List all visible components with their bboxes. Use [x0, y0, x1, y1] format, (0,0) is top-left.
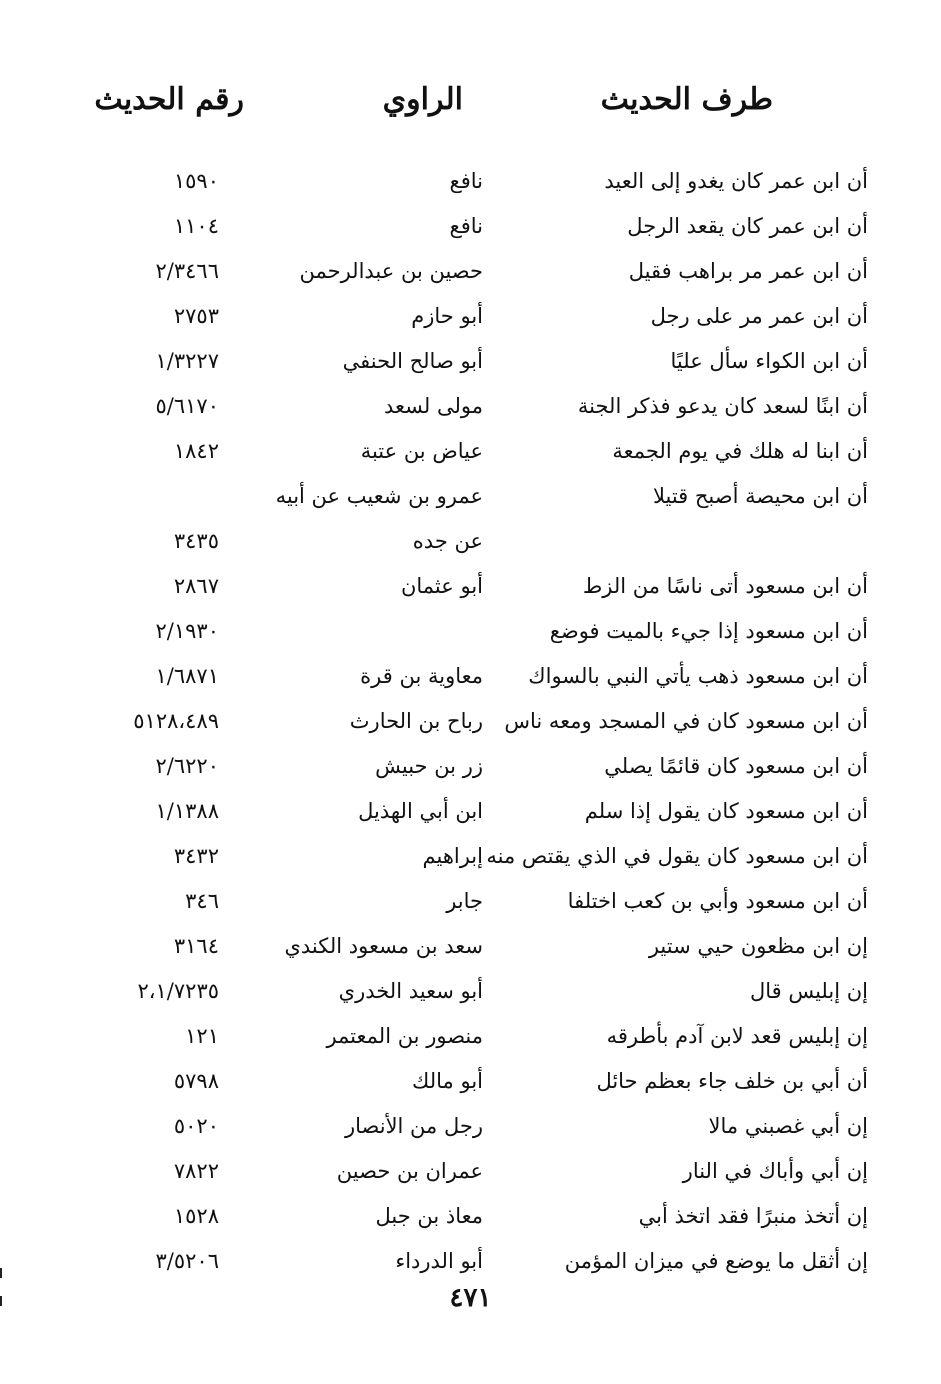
hadith-number: ١/١٣٨٨	[155, 799, 219, 823]
narrator-name: أبو مالك	[412, 1069, 483, 1093]
table-row	[0, 925, 941, 970]
table-row	[0, 1195, 941, 1240]
narrator-name: أبو سعيد الخدري	[338, 979, 483, 1003]
hadith-text: إن أتخذ منبرًا فقد اتخذ أبي	[638, 1204, 868, 1228]
table-row	[0, 520, 941, 565]
narrator-name: منصور بن المعتمر	[326, 1024, 483, 1048]
hadith-text: أن ابن مسعود إذا جيء بالميت فوضع	[549, 619, 868, 643]
narrator-name: رجل من الأنصار	[344, 1114, 483, 1138]
table-row	[0, 745, 941, 790]
hadith-number: ٣٤٣٢	[173, 844, 219, 868]
narrator-name: سعد بن مسعود الكندي	[284, 934, 483, 958]
hadith-text: أن ابن عمر مر على رجل	[650, 304, 868, 328]
narrator-name: إبراهيم	[422, 844, 483, 868]
table-row	[0, 295, 941, 340]
hadith-number: ٢/١٩٣٠	[155, 619, 219, 643]
table-row	[0, 160, 941, 205]
hadith-text: أن ابن مسعود كان في المسجد ومعه ناس	[504, 709, 868, 733]
narrator-name: أبو صالح الحنفي	[342, 349, 483, 373]
hadith-number: ١٢١	[185, 1024, 219, 1048]
hadith-text: أن ابن عمر كان يقعد الرجل	[627, 214, 868, 238]
hadith-number: ٢/٦٢٢٠	[155, 754, 219, 778]
hadith-text: أن ابن الكواء سأل عليًا	[670, 349, 868, 373]
narrator-name: مولى لسعد	[384, 394, 483, 418]
table-row	[0, 1105, 941, 1150]
header-hadith: طرف الحديث	[600, 82, 773, 117]
table-row	[0, 700, 941, 745]
table-row	[0, 565, 941, 610]
narrator-name: أبو عثمان	[400, 574, 483, 598]
hadith-text: أن ابنًا لسعد كان يدعو فذكر الجنة	[577, 394, 868, 418]
narrator-name: نافع	[449, 169, 483, 193]
hadith-text: أن ابن مسعود كان يقول إذا سلم	[584, 799, 868, 823]
hadith-number: ٣١٦٤	[173, 934, 219, 958]
table-row	[0, 835, 941, 880]
narrator-name: عياض بن عتبة	[360, 439, 483, 463]
table-row	[0, 340, 941, 385]
hadith-text: إن أثقل ما يوضع في ميزان المؤمن	[564, 1249, 868, 1273]
hadith-number: ٢/٣٤٦٦	[155, 259, 219, 283]
hadith-text: أن ابن عمر مر براهب فقيل	[628, 259, 868, 283]
table-row	[0, 1150, 941, 1195]
hadith-number: ٣٤٦	[185, 889, 219, 913]
narrator-name: معاذ بن جبل	[375, 1204, 483, 1228]
table-row	[0, 1240, 941, 1285]
table-row	[0, 475, 941, 520]
narrator-name: جابر	[446, 889, 483, 913]
hadith-number: ٢،١/٧٢٣٥	[137, 979, 219, 1003]
narrator-name: أبو حازم	[411, 304, 483, 328]
hadith-text: إن أبي وأباك في النار	[682, 1159, 868, 1183]
narrator-name: معاوية بن قرة	[360, 664, 483, 688]
hadith-text: أن أبي بن خلف جاء بعظم حائل	[596, 1069, 868, 1093]
hadith-number: ١٨٤٢	[173, 439, 219, 463]
table-row	[0, 1060, 941, 1105]
hadith-text: أن ابنا له هلك في يوم الجمعة	[612, 439, 868, 463]
table-row	[0, 385, 941, 430]
hadith-text: أن ابن مسعود وأبي بن كعب اختلفا	[567, 889, 868, 913]
hadith-number: ٧٨٢٢	[173, 1159, 219, 1183]
narrator-name: زر بن حبيش	[375, 754, 483, 778]
narrator-name: عن جده	[412, 529, 483, 553]
narrator-name: نافع	[449, 214, 483, 238]
hadith-text: أن ابن مسعود كان قائمًا يصلي	[604, 754, 868, 778]
edge-mark	[0, 1268, 2, 1278]
table-row	[0, 610, 941, 655]
hadith-number: ٢٧٥٣	[173, 304, 219, 328]
hadith-text: إن إبليس قعد لابن آدم بأطرقه	[606, 1024, 868, 1048]
hadith-number: ١١٠٤	[173, 214, 219, 238]
hadith-number: ٥١٢٨،٤٨٩	[133, 709, 219, 733]
hadith-text: أن ابن عمر كان يغدو إلى العيد	[604, 169, 868, 193]
hadith-number: ١/٣٢٢٧	[155, 349, 219, 373]
edge-mark	[0, 1296, 2, 1306]
table-row	[0, 790, 941, 835]
narrator-name: حصين بن عبدالرحمن	[299, 259, 483, 283]
narrator-name: عمران بن حصين	[336, 1159, 483, 1183]
table-row	[0, 1015, 941, 1060]
table-row	[0, 970, 941, 1015]
hadith-number: ٥/٦١٧٠	[155, 394, 219, 418]
header-number: رقم الحديث	[94, 82, 244, 117]
table-row	[0, 880, 941, 925]
hadith-number: ١/٦٨٧١	[155, 664, 219, 688]
hadith-text: إن ابن مظعون حيي ستير	[648, 934, 868, 958]
hadith-text: أن ابن مسعود ذهب يأتي النبي بالسواك	[528, 664, 868, 688]
column-headers	[0, 82, 941, 132]
hadith-number: ١٥٢٨	[173, 1204, 219, 1228]
hadith-text: أن ابن مسعود كان يقول في الذي يقتص منه	[486, 844, 868, 868]
table-row	[0, 430, 941, 475]
hadith-text: إن إبليس قال	[749, 979, 868, 1003]
hadith-number: ٥٧٩٨	[173, 1069, 219, 1093]
narrator-name: عمرو بن شعيب عن أبيه	[275, 484, 483, 508]
hadith-text: إن أبي غصبني مالا	[708, 1114, 868, 1138]
page-number: ٤٧١	[449, 1283, 492, 1313]
hadith-number: ٣٤٣٥	[173, 529, 219, 553]
narrator-name: أبو الدرداء	[395, 1249, 483, 1273]
hadith-text: أن ابن مسعود أتى ناسًا من الزط	[582, 574, 868, 598]
hadith-number: ٣/٥٢٠٦	[155, 1249, 219, 1273]
table-row	[0, 205, 941, 250]
hadith-text: أن ابن محيصة أصبح قتيلا	[652, 484, 868, 508]
hadith-number: ٥٠٢٠	[173, 1114, 219, 1138]
table-row	[0, 655, 941, 700]
hadith-number: ١٥٩٠	[173, 169, 219, 193]
narrator-name: رباح بن الحارث	[349, 709, 483, 733]
narrator-name: ابن أبي الهذيل	[358, 799, 483, 823]
header-narrator: الراوي	[382, 82, 463, 117]
hadith-number: ٢٨٦٧	[173, 574, 219, 598]
index-table	[0, 160, 941, 1285]
table-row	[0, 250, 941, 295]
